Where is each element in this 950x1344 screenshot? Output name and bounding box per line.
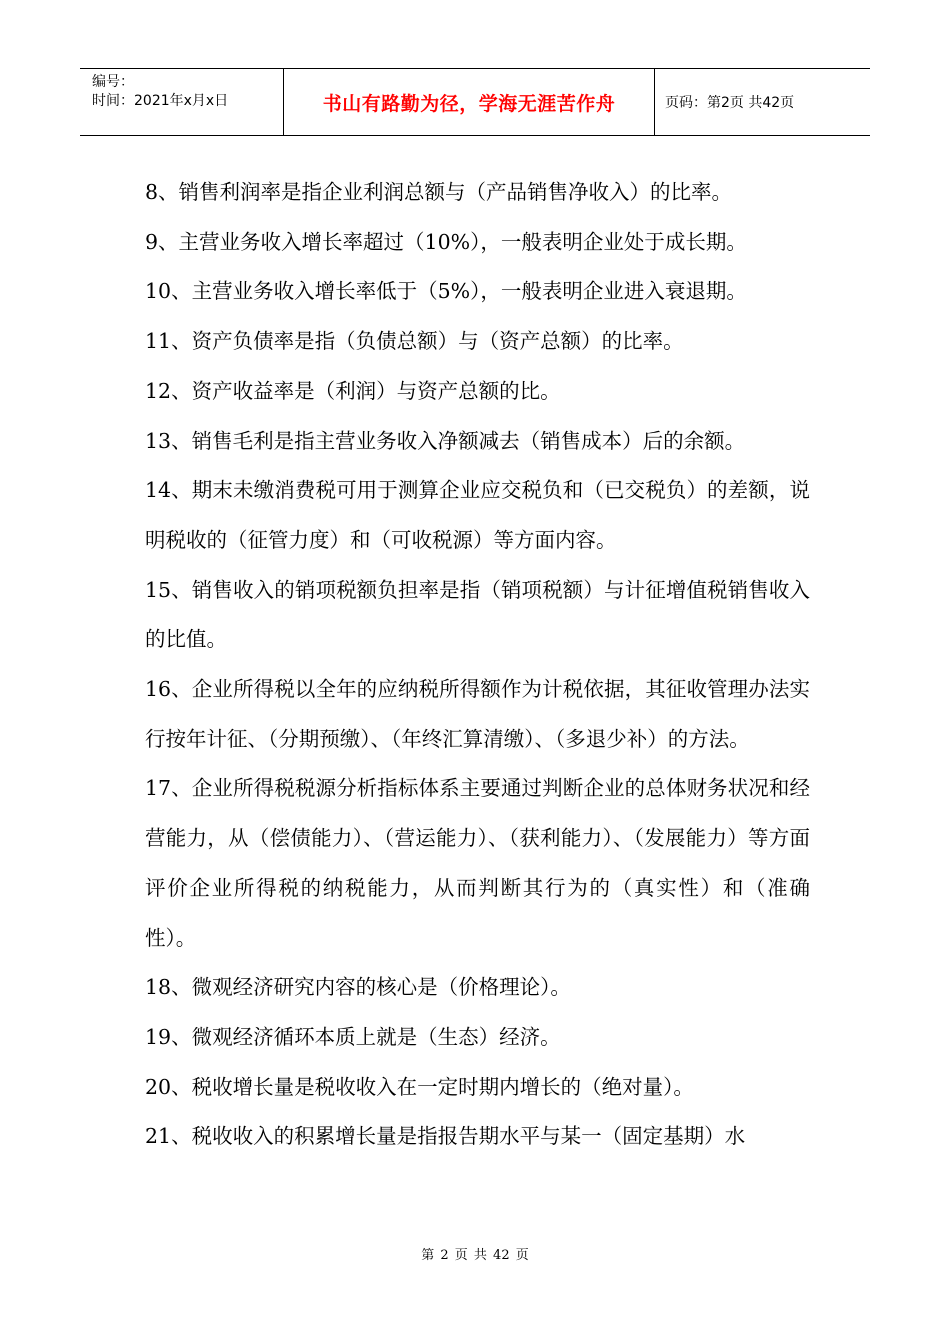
page-footer xyxy=(0,1244,950,1263)
document-number-label: 编号： xyxy=(92,74,134,90)
paragraph-17: 17、企业所得税税源分析指标体系主要通过判断企业的总体财务状况和经营能力，从（偿债能力）、（营运能力）、（获利能力）、（发展能力）等方面评价企业所得税的纳税能力，从而判断其行为的（真实性）和（准确性）。 xyxy=(145,776,810,950)
paragraph-9: 9、主营业务收入增长率超过（10%），一般表明企业处于成长期。 xyxy=(145,229,747,254)
header-motto-cell xyxy=(283,69,655,135)
paragraph-21: 21、税收收入的积累增长量是指报告期水平与某一（固定基期）水 xyxy=(145,1124,746,1149)
paragraph-14: 14、期末未缴消费税可用于测算企业应交税负和（已交税负）的差额，说明税收的（征管力度）和（可收税源）等方面内容。 xyxy=(145,478,810,552)
paragraph-18: 18、微观经济研究内容的核心是（价格理论）。 xyxy=(145,975,571,1000)
paragraph-15: 15、销售收入的销项税额负担率是指（销项税额）与计征增值税销售收入的比值。 xyxy=(145,577,810,652)
paragraph-8: 8、销售利润率是指企业利润总额与（产品销售净收入）的比率。 xyxy=(145,180,733,204)
document-time-label: 时间：2021年x月x日 xyxy=(92,93,229,109)
header-page-info-cell xyxy=(655,69,870,135)
header-meta xyxy=(80,69,283,135)
paragraph-20: 20、税收增长量是税收收入在一定时期内增长的（绝对量）。 xyxy=(145,1074,694,1099)
footer-page-number: 第 2 页 共 42 页 xyxy=(421,1248,529,1263)
paragraph-13: 13、销售毛利是指主营业务收入净额减去（销售成本）后的余额。 xyxy=(145,428,746,453)
paragraph-16: 16、企业所得税以全年的应纳税所得额作为计税依据，其征收管理办法实行按年计征、（分期预缴）、（年终汇算清缴）、（多退少补）的方法。 xyxy=(145,677,810,751)
paragraph-10: 10、主营业务收入增长率低于（5%），一般表明企业进入衰退期。 xyxy=(145,279,747,304)
paragraph-11: 11、资产负债率是指（负债总额）与（资产总额）的比率。 xyxy=(145,329,684,354)
header-page-info: 页码：第2页 共42页 xyxy=(665,95,795,111)
document-body xyxy=(145,168,810,1162)
paragraph-12: 12、资产收益率是（利润）与资产总额的比。 xyxy=(145,378,561,403)
page-header xyxy=(80,68,870,136)
header-motto: 书山有路勤为径，学海无涯苦作舟 xyxy=(322,92,616,115)
paragraph-19: 19、微观经济循环本质上就是（生态）经济。 xyxy=(145,1024,561,1049)
